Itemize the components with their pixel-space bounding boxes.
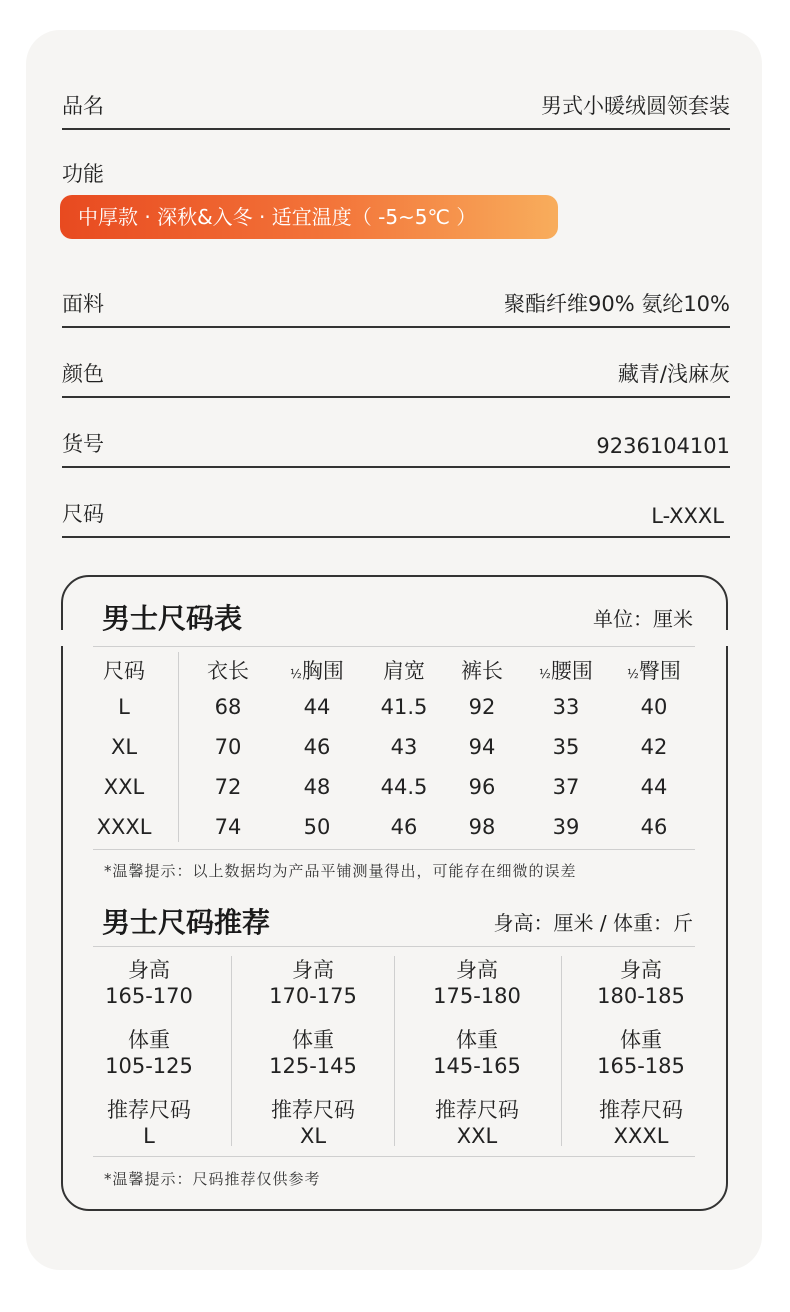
- weight-label: 体重: [620, 1028, 662, 1052]
- table-cell: 98: [468, 815, 496, 839]
- half-mark: ½: [290, 667, 302, 681]
- table-cell: 96: [468, 775, 496, 799]
- height-label: 身高: [620, 958, 662, 982]
- table-cell: 44: [303, 695, 331, 719]
- half-mark: ½: [627, 667, 639, 681]
- row-color: [62, 346, 730, 398]
- table-cell: 43: [390, 735, 418, 759]
- weight-label: 体重: [292, 1028, 334, 1052]
- table-cell: 33: [552, 695, 580, 719]
- height-value: 175-180: [433, 984, 521, 1008]
- weight-label: 体重: [128, 1028, 170, 1052]
- recommend-size-value: XXXL: [613, 1124, 669, 1148]
- recommend-divider-2: [394, 956, 395, 1146]
- height-label: 身高: [292, 958, 334, 982]
- table-cell: 46: [640, 815, 668, 839]
- color-label: 颜色: [62, 362, 104, 386]
- table-cell: 44.5: [380, 775, 428, 799]
- table-cell: 40: [640, 695, 668, 719]
- table-cell: L: [118, 695, 130, 719]
- half-mark: ½: [539, 667, 551, 681]
- table-cell: 46: [303, 735, 331, 759]
- table-cell: 46: [390, 815, 418, 839]
- recommend-unit: 身高：厘米 / 体重：斤: [493, 911, 693, 935]
- box-gap-left: [58, 630, 66, 646]
- recommend-top-line: [93, 946, 695, 947]
- height-value: 170-175: [269, 984, 357, 1008]
- recommend-size-label: 推荐尺码: [599, 1098, 683, 1122]
- recommend-size-label: 推荐尺码: [271, 1098, 355, 1122]
- sku-value: 9236104101: [596, 434, 730, 458]
- size-table-divider: [178, 652, 179, 842]
- weight-label: 体重: [456, 1028, 498, 1052]
- table-cell: 42: [640, 735, 668, 759]
- fabric-value: 聚酯纤维90% 氨纶10%: [503, 292, 730, 316]
- size-table-unit: 单位：厘米: [593, 607, 693, 631]
- row-sku: [62, 416, 730, 468]
- table-cell: XXL: [103, 775, 145, 799]
- size-table-title: 男士尺码表: [102, 602, 243, 635]
- product-name-value: 男式小暖绒圆领套装: [541, 94, 730, 118]
- height-label: 身高: [128, 958, 170, 982]
- recommend-size-label: 推荐尺码: [435, 1098, 519, 1122]
- header-hip-text: 臀围: [638, 659, 681, 683]
- weight-value: 165-185: [597, 1054, 685, 1078]
- function-badge: 中厚款 · 深秋&入冬 · 适宜温度（ -5~5℃ ）: [60, 195, 558, 239]
- row-product-name: [62, 78, 730, 130]
- color-value: 藏青/浅麻灰: [617, 362, 730, 386]
- weight-value: 105-125: [105, 1054, 193, 1078]
- header-size: 尺码: [103, 659, 145, 683]
- recommend-size-value: XL: [299, 1124, 327, 1148]
- row-size: [62, 486, 730, 538]
- sku-label: 货号: [62, 432, 104, 456]
- recommend-size-value: XXL: [456, 1124, 498, 1148]
- header-length: 衣长: [207, 659, 249, 683]
- size-table-top-line: [93, 646, 695, 647]
- recommend-bottom-line: [93, 1156, 695, 1157]
- size-table-note: *温馨提示：以上数据均为产品平铺测量得出，可能存在细微的误差: [104, 862, 577, 880]
- table-cell: 72: [214, 775, 242, 799]
- table-cell: 74: [214, 815, 242, 839]
- size-label: 尺码: [62, 502, 104, 526]
- table-cell: 39: [552, 815, 580, 839]
- header-chest-text: 胸围: [301, 659, 344, 683]
- table-cell: 37: [552, 775, 580, 799]
- table-cell: 50: [303, 815, 331, 839]
- product-name-label: 品名: [62, 94, 104, 118]
- table-cell: 70: [214, 735, 242, 759]
- weight-value: 125-145: [269, 1054, 357, 1078]
- header-waist: [539, 655, 593, 685]
- function-label: 功能: [62, 162, 104, 186]
- table-cell: 35: [552, 735, 580, 759]
- weight-value: 145-165: [433, 1054, 521, 1078]
- table-cell: 92: [468, 695, 496, 719]
- header-shoulder: 肩宽: [383, 659, 425, 683]
- table-cell: XXXL: [96, 815, 152, 839]
- table-cell: 48: [303, 775, 331, 799]
- box-gap-right: [723, 630, 731, 646]
- height-value: 180-185: [597, 984, 685, 1008]
- recommend-note: *温馨提示：尺码推荐仅供参考: [104, 1170, 321, 1188]
- size-table-bottom-line: [93, 849, 695, 850]
- header-chest: [290, 655, 344, 685]
- table-cell: 68: [214, 695, 242, 719]
- table-cell: 94: [468, 735, 496, 759]
- table-cell: 41.5: [380, 695, 428, 719]
- size-value: L-XXXL: [651, 504, 724, 528]
- recommend-title: 男士尺码推荐: [102, 906, 271, 939]
- recommend-size-value: L: [143, 1124, 155, 1148]
- fabric-label: 面料: [62, 292, 104, 316]
- height-value: 165-170: [105, 984, 193, 1008]
- header-hip: [627, 655, 681, 685]
- row-fabric: [62, 276, 730, 328]
- header-pants-length: 裤长: [461, 659, 503, 683]
- recommend-divider-1: [231, 956, 232, 1146]
- recommend-size-label: 推荐尺码: [107, 1098, 191, 1122]
- table-cell: 44: [640, 775, 668, 799]
- recommend-divider-3: [561, 956, 562, 1146]
- height-label: 身高: [456, 958, 498, 982]
- header-waist-text: 腰围: [550, 659, 593, 683]
- table-cell: XL: [110, 735, 138, 759]
